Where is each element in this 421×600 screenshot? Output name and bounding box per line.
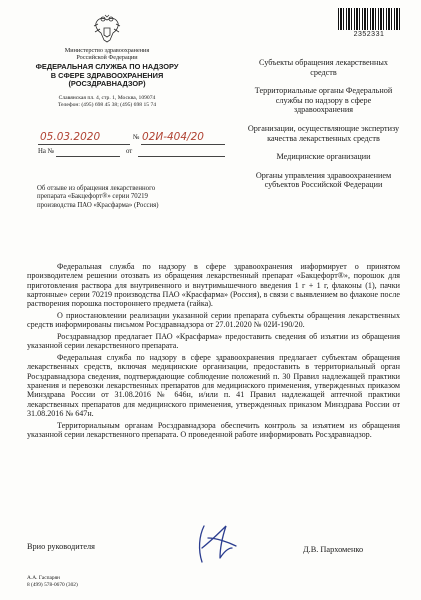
registration-date: 05.03.2020 (40, 131, 101, 143)
registration-number: 02И-404/20 (142, 131, 204, 143)
agency-name: ФЕДЕРАЛЬНАЯ СЛУЖБА ПО НАДЗОРУ В СФЕРЕ ЗДРАВООХРАНЕНИЯ (РОСЗДРАВНАДЗОР) (35, 61, 179, 89)
body-paragraph: Федеральная служба по надзору в сфере здравоохранения предлагает субъектам обращения лекарственных средств, включая медицинские организации, предоставить в территориальный орган Росздравнадзора сведения, подтверждающие соблюдение положений п. 30 Правил надлежащей практики хранения и перевозки лекарственных препаратов для медицинского применения, утвержденных приказом Минздрава России от 31.08.2016 № 646н, и/или п. 41 Правил надлежащей аптечной практики лекарственных препаратов для медицинского применения, утвержденных приказом Минздрава России от 31.08.2016 № 647н. (27, 353, 400, 418)
executor-info (27, 575, 78, 588)
reference-date-underline (138, 156, 225, 157)
barcode-number: 2352331 (353, 31, 385, 38)
coat-of-arms-icon (92, 14, 122, 46)
letterhead (14, 47, 200, 109)
reference-number-underline (56, 156, 120, 157)
recipient: Субъекты обращения лекарственных средств (259, 58, 388, 77)
registration-number-label: № (133, 134, 140, 141)
date-underline (38, 144, 130, 145)
letter-body (27, 262, 400, 442)
barcode (338, 8, 400, 30)
recipients-list (246, 58, 401, 199)
body-paragraph: Федеральная служба по надзору в сфере здравоохранения информирует о принятом производителем решении отозвать из обращения лекарственный препарат «Бакцефорт®», порошок для приготовления раствора для внутривенного и внутримышечного введения 1 г + 1 г, флаконы (1), пачки картонные» серии 70219 производства ПАО «Красфарма» (Россия), в связи с выявлением во флаконе после растворения порошка постороннего предмета (гайка). (27, 262, 400, 309)
executor-phone: 8 (499) 578-0670 (302) (27, 581, 78, 588)
agency-address: Славянская пл. 4, стр. 1, Москва, 109074 Телефон: (495) 698 45 38; (495) 698 15 74 (57, 95, 157, 109)
body-paragraph: Территориальным органам Росздравнадзора обеспечить контроль за изъятием из обращения указанной серии лекарственного препарата. О проведенной работе информировать Росздравнадзор. (27, 420, 400, 440)
signatory-position: Врио руководителя (27, 542, 95, 551)
handwritten-signature (190, 518, 240, 570)
recipient: Органы управления здравоохранением субъектов Российской Федерации (255, 170, 392, 190)
recipient: Организации, осуществляющие экспертизу качества лекарственных средств (247, 123, 400, 143)
ministry-name: Министерство здравоохранения Российской Федерации (64, 47, 150, 62)
registration-block (38, 131, 228, 159)
reference-label: На № (38, 148, 55, 155)
signatory-name: Д.В. Пархоменко (303, 545, 364, 554)
executor-name: А.А. Гаспарян (27, 575, 60, 581)
number-underline (141, 144, 225, 145)
body-paragraph: Росздравнадзор предлагает ПАО «Красфарма» предоставить сведения об изъятии из обращения указанной серии лекарственного препарата. (27, 332, 400, 351)
recipient: Медицинские организации (276, 152, 371, 162)
reference-from-label: от (126, 148, 133, 155)
body-paragraph: О приостановлении реализации указанной серии препарата субъекты обращения лекарственных средств информированы письмом Росздравнадзора от 27.01.2020 № 02И-190/20. (27, 310, 400, 330)
recipient: Территориальные органы Федеральной службы по надзору в сфере здравоохранения (254, 86, 393, 115)
letter-subject: Об отзыве из обращения лекарственного препарата «Бакцефорт®» серии 70219 производства ПАО «Красфарма» (Россия) (37, 185, 159, 209)
